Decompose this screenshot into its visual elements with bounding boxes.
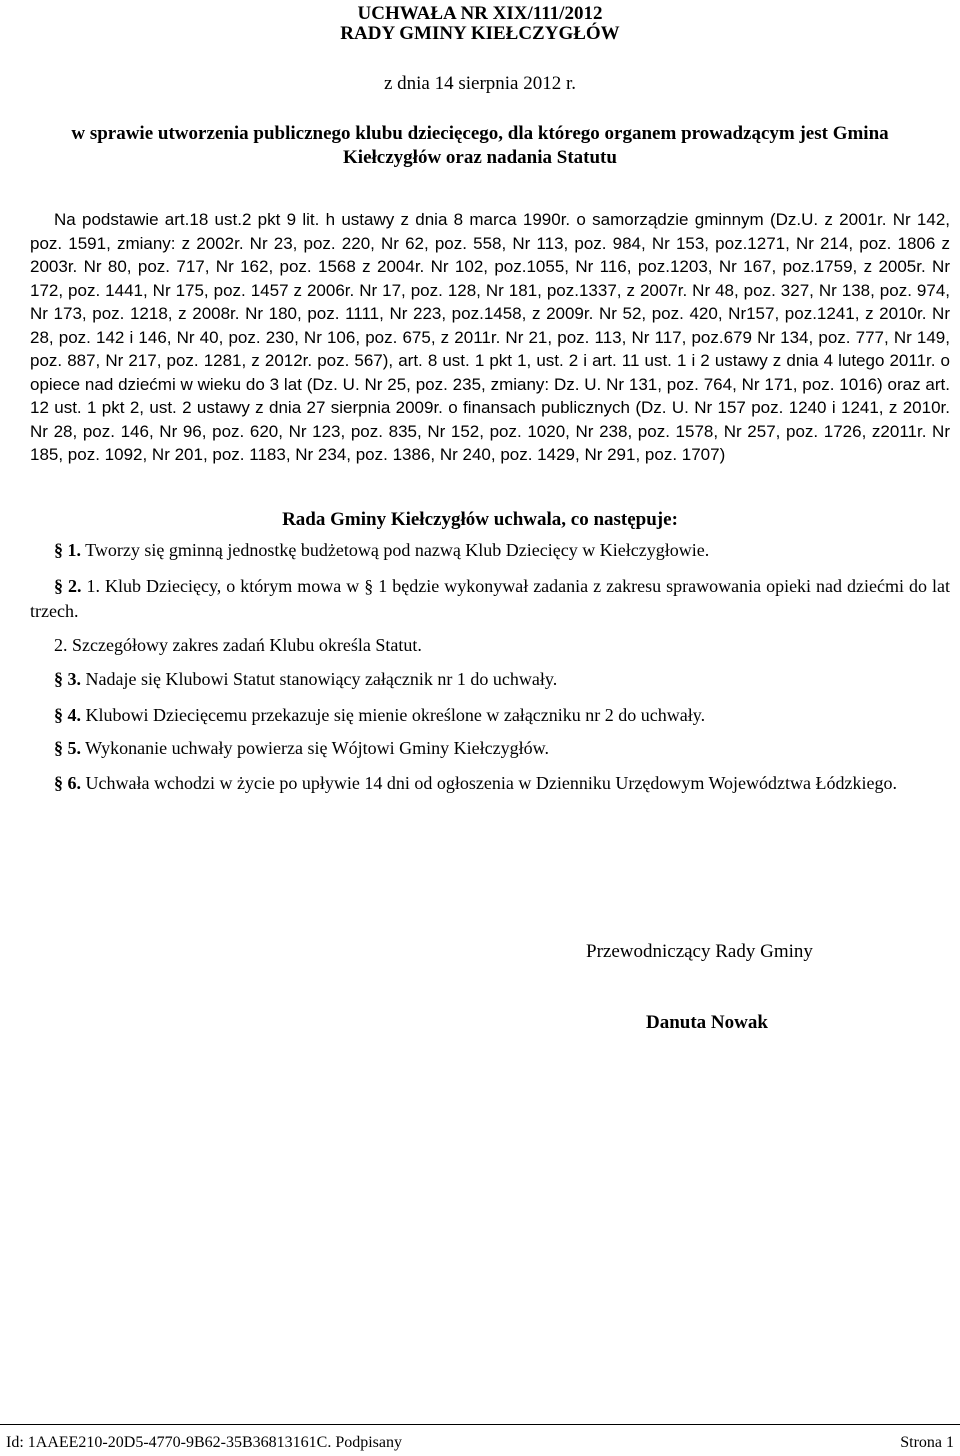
document-id: Id: 1AAEE210-20D5-4770-9B62-35B36813161C. Podpisany (6, 1434, 402, 1451)
signatory-name: Danuta Nowak (646, 1012, 768, 1033)
resolution-title: UCHWAŁA NR XIX/111/2012 (357, 3, 603, 24)
resolution-date: z dnia 14 sierpnia 2012 r. (383, 73, 577, 94)
paragraph-5 (30, 736, 950, 761)
legal-basis: Na podstawie art.18 ust.2 pkt 9 lit. h ustawy z dnia 8 marca 1990r. o samorządzie gminnym (Dz.U. z 2001r. Nr 142, poz. 1591, zmiany: z 2002r. Nr 23, poz. 220, Nr 62, poz. 558, Nr 113, poz. 984, Nr 153, poz.1271, Nr 214, poz. 1806 z 2003r. Nr 80, poz. 717, Nr 162, poz. 1568 z 2004r. Nr 102, poz.1055, Nr 116, poz.1203, Nr 167, poz.1759, z 2005r. Nr 172, poz. 1441, Nr 175, poz. 1457 z 2006r. Nr 17, poz. 128, Nr 181, poz.1337, z 2007r. Nr 48, poz. 327, Nr 138, poz. 974, Nr 173, poz. 1218, z 2008r. Nr 180, poz. 1111, Nr 223, poz.1458, z 2009r. Nr 52, poz. 420, Nr157, poz.1241, z 2010r. Nr 28, poz. 142 i 146, Nr 40, poz. 230, Nr 106, poz. 675, z 2011r. Nr 21, poz. 113, Nr 117, poz.679 Nr 134, poz. 777, Nr 149, poz. 887, Nr 217, poz. 1281, z 2012r. poz. 567), art. 8 ust. 1 pkt 1, ust. 2 i art. 11 ust. 1 i 2 ustawy z dnia 4 lutego 2011r. o opiece nad dziećmi w wieku do 3 lat (Dz. U. Nr 25, poz. 235, zmiany: Dz. U. Nr 131, poz. 764, Nr 171, poz. 1016) oraz art. 12 ust. 1 pkt 2, ust. 2 ustawy z dnia 27 sierpnia 2009r. o finansach publicznych (Dz. U. Nr 157 poz. 1240 i 1241, z 2010r. Nr 28, poz. 146, Nr 96, poz. 620, Nr 123, poz. 835, Nr 152, poz. 1020, Nr 238, poz. 1578, Nr 257, poz. 1726, z2011r. Nr 185, poz. 1092, Nr 201, poz. 1183, Nr 234, poz. 1386, Nr 240, poz. 1429, Nr 291, poz. 1707) (30, 210, 950, 464)
page-number: Strona 1 (900, 1434, 954, 1451)
paragraph-4 (30, 703, 950, 728)
paragraph-text: 1. Klub Dziecięcy, o którym mowa w § 1 będzie wykonywał zadania z zakresu sprawowania opieki nad dziećmi do lat trzech. (30, 576, 950, 621)
paragraph-1 (30, 538, 950, 563)
section-number: § 1. (54, 540, 81, 560)
section-number: § 4. (54, 705, 81, 725)
section-number: § 3. (54, 669, 81, 689)
council-name: RADY GMINY KIEŁCZYGŁÓW (340, 23, 620, 44)
footer-divider (0, 1424, 960, 1425)
paragraph-6 (30, 771, 950, 796)
subject-line-1: w sprawie utworzenia publicznego klubu dziecięcego, dla którego organem prowadzącym jest Gmina (71, 123, 889, 144)
paragraph-2 (30, 574, 950, 624)
section-number: § 5. (54, 738, 81, 758)
paragraph-3 (30, 667, 950, 692)
paragraph-text: Klubowi Dziecięcemu przekazuje się mienie określone w załączniku nr 2 do uchwały. (81, 705, 706, 725)
paragraph-text: Uchwała wchodzi w życie po upływie 14 dni od ogłoszenia w Dzienniku Urzędowym Województwa Łódzkiego. (81, 773, 897, 793)
paragraph-2-item-2 (30, 633, 950, 658)
section-number: § 6. (54, 773, 81, 793)
subject-line-2: Kiełczygłów oraz nadania Statutu (343, 147, 617, 168)
resolution-intro: Rada Gminy Kiełczygłów uchwala, co następuje: (282, 509, 678, 530)
section-number: § 2. (54, 576, 82, 596)
paragraph-text: Tworzy się gminną jednostkę budżetową pod nazwą Klub Dziecięcy w Kiełczygłowie. (81, 540, 710, 560)
paragraph-text: Wykonanie uchwały powierza się Wójtowi Gminy Kiełczygłów. (81, 738, 549, 758)
paragraph-text: 2. Szczegółowy zakres zadań Klubu określa Statut. (54, 635, 422, 655)
signatory-role: Przewodniczący Rady Gminy (586, 941, 813, 962)
paragraph-text: Nadaje się Klubowi Statut stanowiący załącznik nr 1 do uchwały. (81, 669, 558, 689)
